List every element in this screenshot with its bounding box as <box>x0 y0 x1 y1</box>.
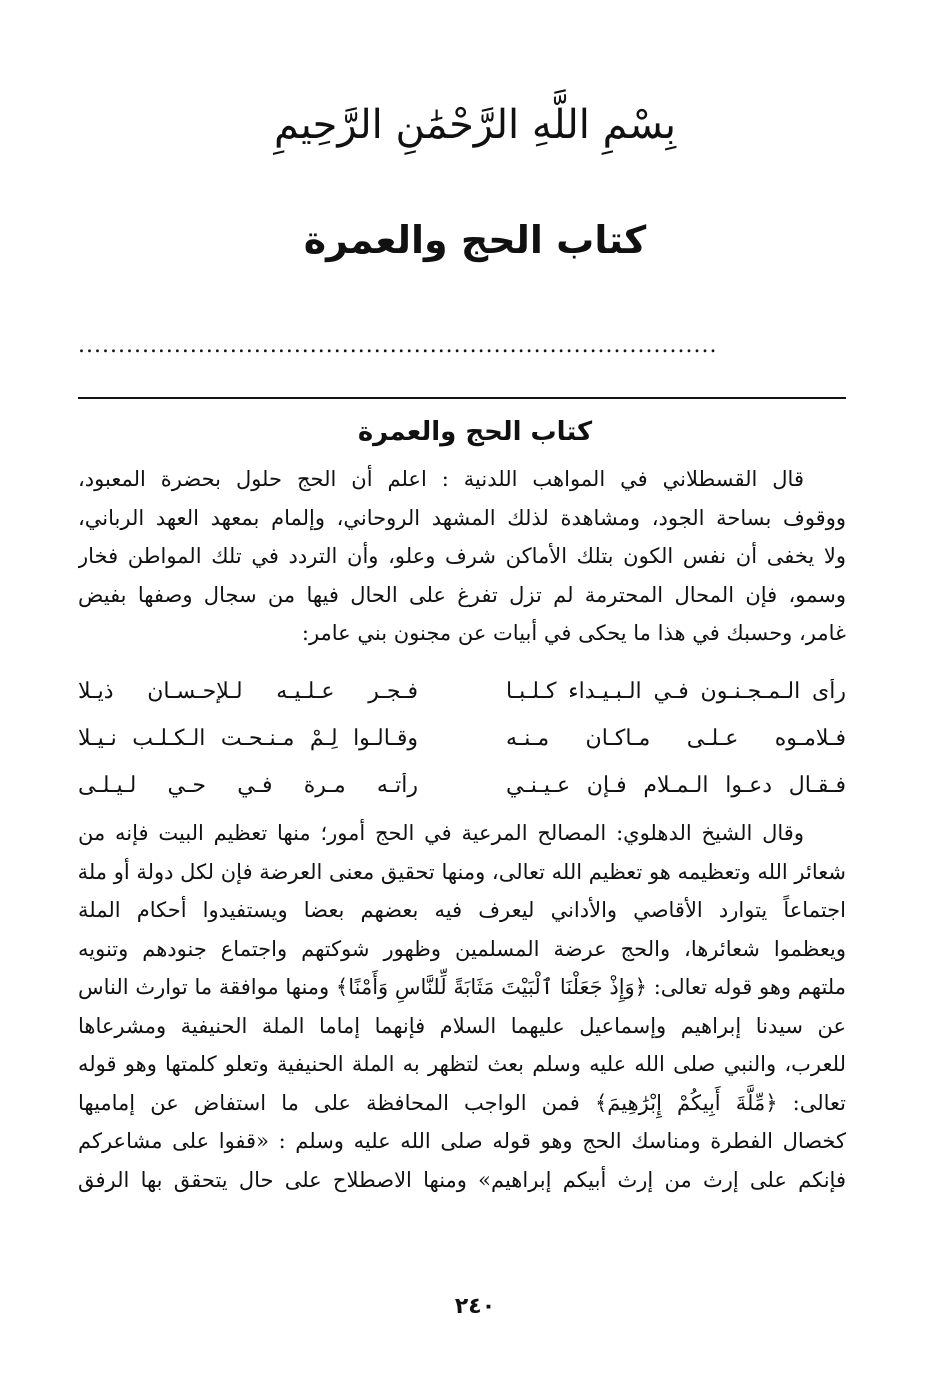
text-line: شعائر الله وتعظيمه هو تعظيم الله تعالى، ومنها تحقيق معنى العرضة فإن لكل دولة أو ملة <box>78 859 846 884</box>
text-line: ووقوف بساحة الجود، ومشاهدة لذلك المشهد الروحاني، وإلمام بمعهد العهد الرباني، <box>78 505 846 530</box>
text-line: ولا يخفى أن نفس الكون بتلك الأماكن شرف وعلو، وأن التردد في تلك المواطن فخار <box>78 544 846 568</box>
poem-verse <box>78 715 846 762</box>
paragraph-dehlawi <box>78 814 846 1199</box>
poem-verse <box>78 668 846 715</box>
section-title: كتاب الحج والعمرة <box>357 417 593 447</box>
paragraph-intro <box>78 460 846 653</box>
text-line: غامر، وحسبك في هذا ما يحكى في أبيات عن مجنون بني عامر: <box>301 621 846 645</box>
text-line: كخصال الفطرة ومناسك الحج وهو قوله صلى الله عليه وسلم : «قفوا على مشاعركم <box>78 1129 846 1153</box>
verse-second-hemistich: وقـالـوا لِـمْ مـنـحـت الـكـلـب نـيـلا <box>78 726 418 751</box>
text-line: اجتماعاً يتوارد الأقاصي والأداني ليعرف فيه بعضهم بعضا ويستفيدوا أحكام الملة <box>78 898 846 922</box>
poem-verse <box>78 762 846 809</box>
text-line: ويعظموا شعائرها، والحج عرضة المسلمين وظهور شوكتهم واجتماع جنودهم وتنويه <box>78 936 846 961</box>
text-line: للعرب، والنبي صلى الله عليه وسلم بعث لتظهر به الملة الحنيفية وتعلو كلمتها وهو قوله <box>78 1052 846 1076</box>
verse-second-hemistich: رأتـه مـرة فـي حـي لـيـلـى <box>78 773 418 798</box>
dotted-separator: ................................................................................ <box>78 334 718 358</box>
verse-first-hemistich: فـلامـوه عـلـى مـاكـان مـنـه <box>506 726 846 751</box>
basmala-calligraphy: بِسْمِ اللَّهِ الرَّحْمَٰنِ الرَّحِيمِ <box>273 102 677 148</box>
horizontal-rule <box>78 397 846 399</box>
text-line: وقال الشيخ الدهلوي: المصالح المرعية في الحج أمور؛ منها تعظيم البيت فإنه من <box>78 821 804 845</box>
page-title: كتاب الحج والعمرة <box>303 218 647 262</box>
poem-verses <box>78 668 846 809</box>
verse-second-hemistich: فـجـر عـلـيـه لـلإحـسـان ذيـلا <box>78 679 418 704</box>
text-line: تعالى: ﴿مِّلَّةَ أَبِيكُمْ إِبْرَٰهِيمَ﴾ فمن الواجب المحافظة على ما استفاض عن إماميها <box>78 1090 846 1115</box>
text-line: فإنكم على إرث من إرث أبيكم إبراهيم» ومنها الاصطلاح على حال يتحقق بها الرفق <box>78 1167 846 1192</box>
verse-first-hemistich: فـقـال دعـوا الـمـلام فـإن عـيـنـي <box>506 773 846 798</box>
text-line: عن سيدنا إبراهيم وإسماعيل عليهما السلام فإنهما إماما الملة الحنيفية ومشرعاها <box>78 1013 846 1038</box>
text-line: قال القسطلاني في المواهب اللدنية : اعلم أن الحج حلول بحضرة المعبود، <box>78 467 804 491</box>
page-number: ٢٤٠ <box>454 1294 496 1319</box>
text-line: وسمو، فإن المحال المحترمة لم تزل تفرغ على الحال فيها من سجال وصفها بفيض <box>78 582 846 607</box>
text-line: ملتهم وهو قوله تعالى: ﴿وَإِذْ جَعَلْنَا ٱلْبَيْتَ مَثَابَةً لِّلنَّاسِ وَأَمْنًا﴾ ومنها موافقة ما توارث الناس <box>78 975 846 999</box>
verse-first-hemistich: رأى الـمـجـنـون فـي الـبـيـداء كـلـبـا <box>506 679 846 704</box>
